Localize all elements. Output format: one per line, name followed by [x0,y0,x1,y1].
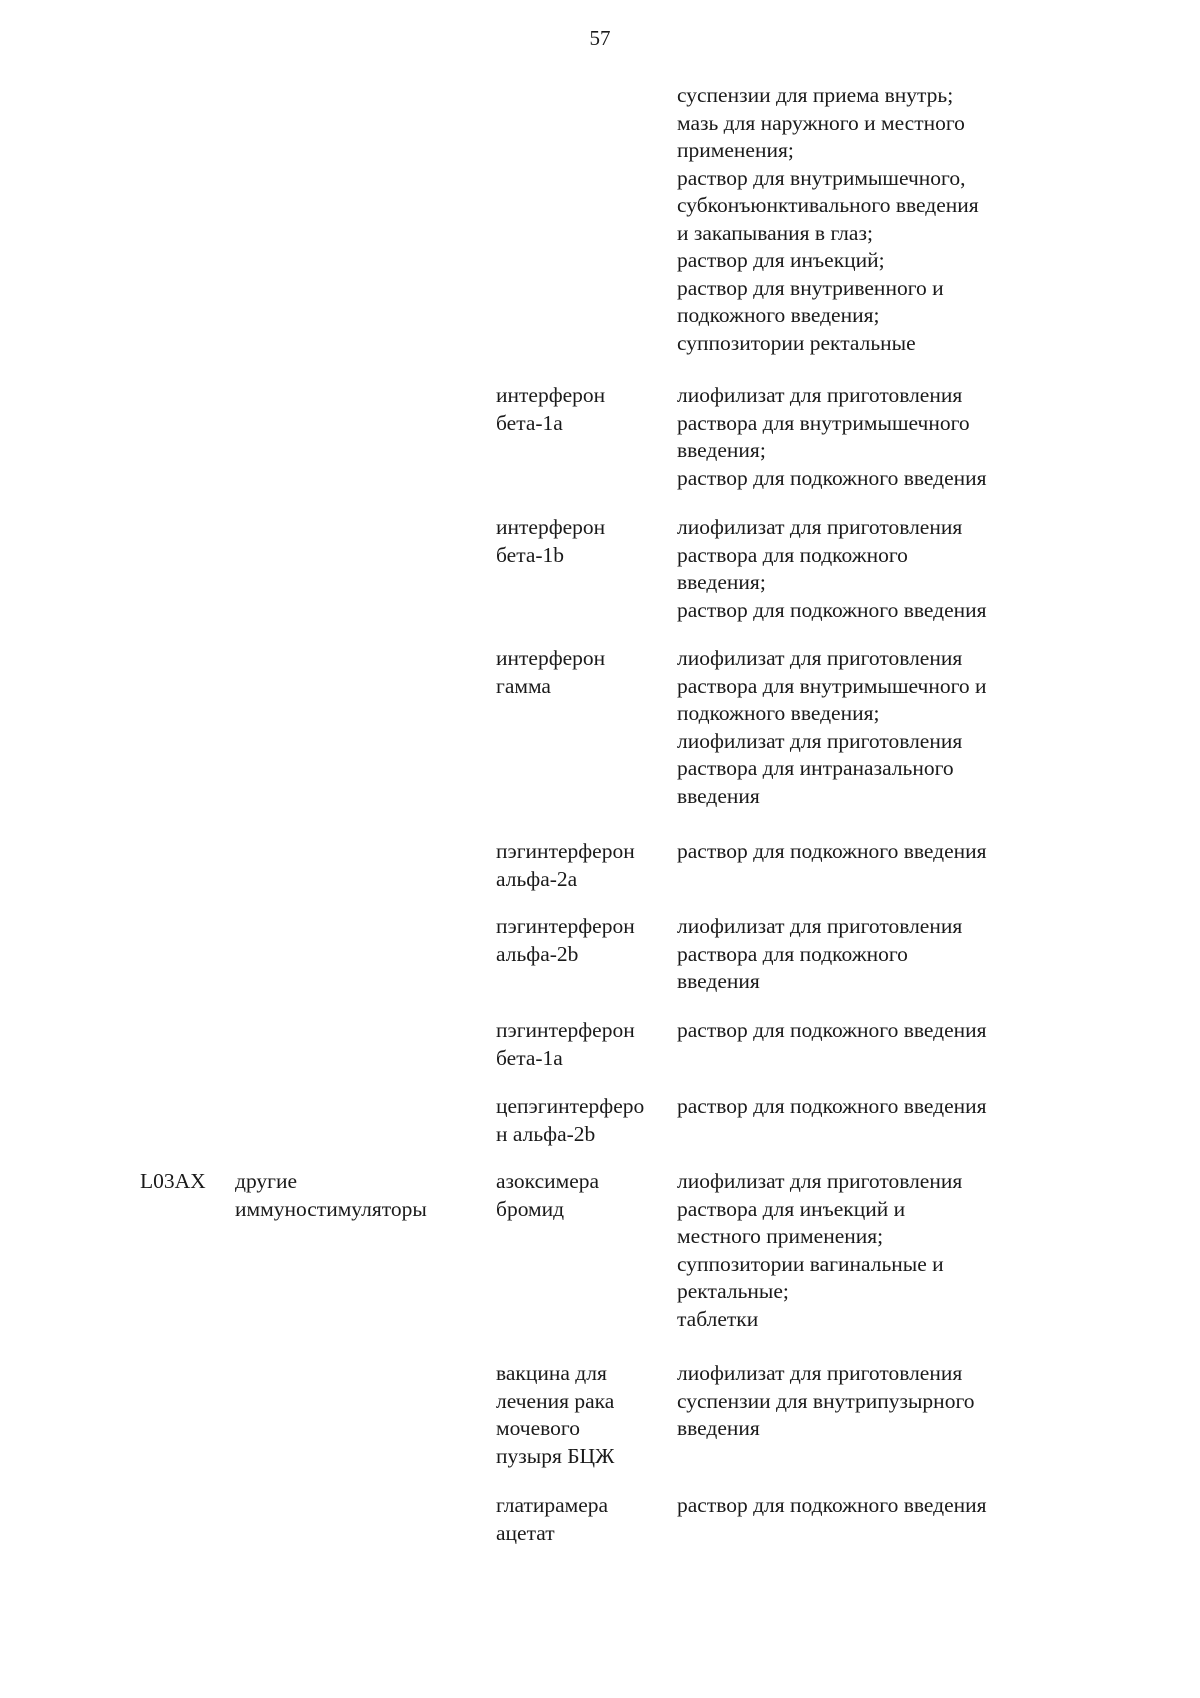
form-line: раствора для подкожного [677,941,908,966]
dosage-forms-cell [677,838,1037,866]
drug-name-line: бета-1b [496,542,565,567]
form-line: раствора для внутримышечного и [677,673,987,698]
form-line: лиофилизат для приготовления [677,914,963,938]
dosage-forms-cell [677,1168,1037,1333]
drug-name-cell [496,838,676,893]
group-name-line: другие [235,1169,298,1193]
form-line: введения [677,783,760,808]
form-line: суспензии для внутрипузырного [677,1388,975,1413]
form-line: введения [677,1416,760,1440]
form-line: раствора для интраназального [677,756,954,780]
dosage-forms-cell [677,1360,1037,1443]
drug-name-cell [496,1492,676,1547]
drug-name-line: гамма [496,673,551,698]
drug-name-line: интерферон [496,383,606,407]
form-line: лиофилизат для приготовления [677,383,963,407]
drug-name-cell [496,1168,676,1223]
form-line: ректальные; [677,1279,789,1303]
drug-name-cell [496,1017,676,1072]
drug-name-line: пэгинтерферон [496,1018,635,1042]
form-line: раствор для инъекций; [677,248,885,272]
drug-name-line: цепэгинтерферо [496,1094,645,1118]
form-line: суппозитории вагинальные и [677,1251,944,1276]
form-line: раствора для подкожного [677,542,908,567]
page-number: 57 [589,26,611,50]
drug-name-line: бромид [496,1196,565,1221]
drug-name-line: пэгинтерферон [496,914,635,938]
drug-name-line: интерферон [496,515,606,539]
dosage-forms-cell [677,913,1037,996]
form-line: лиофилизат для приготовления [677,515,963,539]
form-line: подкожного введения; [677,303,880,327]
form-line: лиофилизат для приготовления [677,1169,963,1193]
form-line: раствор для внутримышечного, [677,165,966,190]
form-line: подкожного введения; [677,701,880,725]
form-line: лиофилизат для приготовления [677,646,963,670]
drug-name-line: бета-1а [496,410,563,435]
dosage-forms-cell [677,82,1037,357]
form-line: лиофилизат для приготовления [677,1361,963,1385]
form-line: местного применения; [677,1224,884,1248]
form-line: раствора для внутримышечного [677,410,970,435]
form-line: и закапывания в глаз; [677,220,873,245]
drug-name-line: пэгинтерферон [496,839,635,863]
form-line: раствор для подкожного введения [677,1493,987,1517]
form-line: введения [677,969,760,993]
drug-name-cell [496,913,676,968]
drug-name-line: пузыря БЦЖ [496,1443,615,1468]
dosage-forms-cell [677,645,1037,810]
drug-name-cell [496,1093,676,1148]
dosage-forms-cell [677,514,1037,624]
form-line: лиофилизат для приготовления [677,728,963,753]
drug-name-line: мочевого [496,1416,580,1440]
form-line: мазь для наружного и местного [677,110,965,135]
drug-name-line: глатирамера [496,1493,609,1517]
drug-name-cell [496,382,676,437]
dosage-forms-cell [677,1492,1037,1520]
drug-name-line: вакцина для [496,1361,607,1385]
drug-name-line: интерферон [496,646,606,670]
form-line: раствор для подкожного введения [677,597,987,622]
form-line: субконъюнктивального введения [677,193,979,217]
form-line: раствор для подкожного введения [677,1094,987,1118]
drug-name-cell [496,514,676,569]
drug-name-cell [496,1360,676,1470]
form-line: раствора для инъекций и [677,1196,906,1221]
form-line: раствор для подкожного введения [677,1018,987,1042]
atc-code-cell: L03AX [140,1169,206,1193]
dosage-forms-cell [677,382,1037,492]
drug-name-line: н альфа-2b [496,1121,596,1146]
dosage-forms-cell [677,1017,1037,1045]
drug-name-line: альфа-2а [496,866,578,891]
form-line: раствор для подкожного введения [677,465,987,490]
form-line: раствор для внутривенного и [677,275,944,300]
drug-name-cell [496,645,676,700]
form-line: таблетки [677,1306,759,1331]
drug-name-line: альфа-2b [496,941,579,966]
drug-name-line: азоксимера [496,1169,600,1193]
form-line: суспензии для приема внутрь; [677,83,954,107]
drug-name-line: лечения рака [496,1388,615,1413]
form-line: применения; [677,138,794,162]
dosage-forms-cell [677,1093,1037,1121]
form-line: суппозитории ректальные [677,330,916,355]
form-line: введения; [677,438,766,462]
drug-name-line: ацетат [496,1520,555,1545]
group-name-line: иммуностимуляторы [235,1196,427,1221]
form-line: раствор для подкожного введения [677,839,987,863]
drug-name-line: бета-1а [496,1045,563,1070]
group-name-cell [235,1168,465,1223]
form-line: введения; [677,570,766,594]
